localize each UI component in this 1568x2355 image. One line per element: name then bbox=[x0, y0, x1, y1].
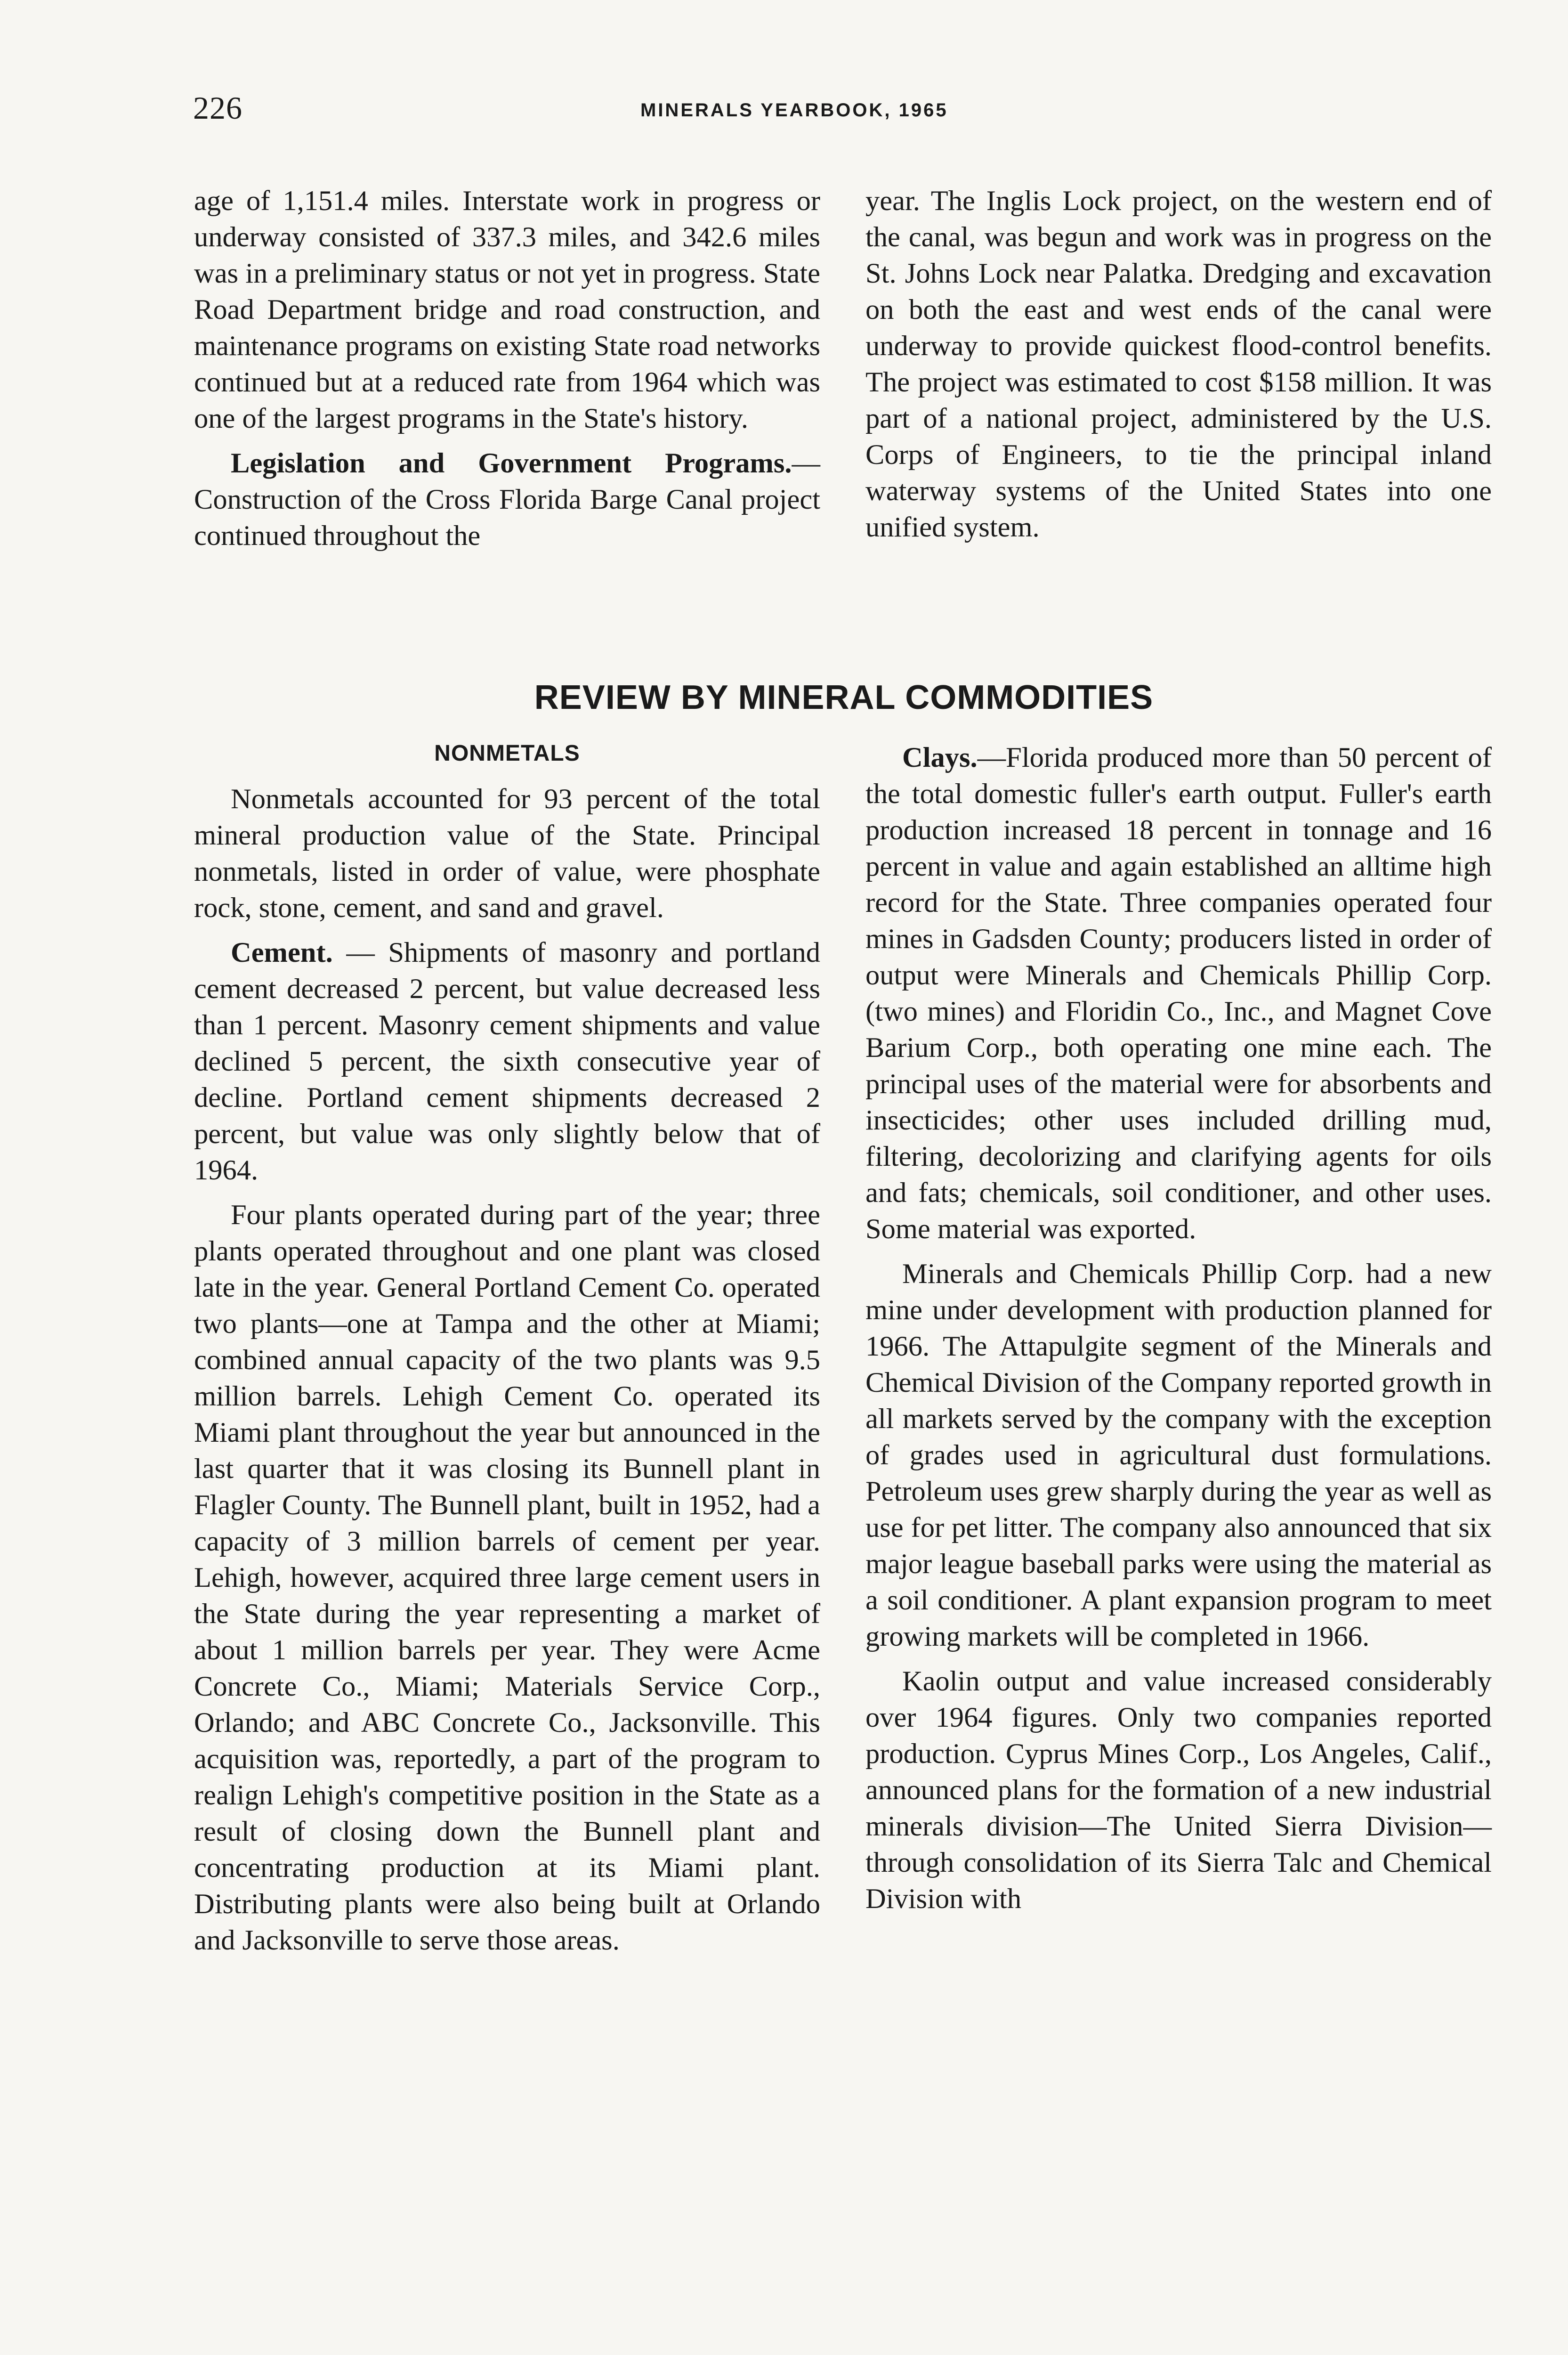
paragraph: year. The Inglis Lock project, on the western end of the canal, was begun and work was in progress on the St. Johns Lock near Palatka. Dredging and excavation on both the east and west ends of the canal were underway to provide quickest flood-control benefits. The project was estimated to cost $158 million. It was part of a national project, administered by the U.S. Corps of Engineers, to tie the principal inland waterway systems of the United States into one unified system. bbox=[865, 185, 1492, 543]
paragraph: Kaolin output and value increased considerably over 1964 figures. Only two companies reported production. Cyprus Mines Corp., Los Angeles, Calif., announced plans for the formation of a new industrial minerals division—The United Sierra Division—through consolidation of its Sierra Talc and Chemical Division with bbox=[865, 1665, 1492, 1915]
run-in-heading: Cement. bbox=[231, 937, 333, 968]
subheading: NONMETALS bbox=[434, 741, 580, 766]
paragraph bbox=[194, 934, 820, 1188]
right-column bbox=[865, 739, 1492, 1925]
left-column bbox=[194, 739, 820, 1967]
page-number: 226 bbox=[193, 90, 242, 126]
running-title: MINERALS YEARBOOK, 1965 bbox=[640, 100, 948, 121]
run-in-heading: Legislation and Government Programs. bbox=[231, 447, 792, 479]
paragraph-text: — Shipments of masonry and portland cement decreased 2 percent, but value decreased less than 1 percent. Masonry cement shipments and value declined 5 percent, the sixth consecutive year of decline. Portland cement shipments decreased 2 percent, but value was only slightly below that of 1964. bbox=[194, 937, 820, 1186]
paragraph: Nonmetals accounted for 93 percent of the total mineral production value of the State. Principal nonmetals, listed in order of value, were phosphate rock, stone, cement, and sand and gravel. bbox=[194, 783, 820, 924]
paragraph: Minerals and Chemicals Phillip Corp. had a new mine under development with production planned for 1966. The Attapulgite segment of the Minerals and Chemical Division of the Company reported growth in all markets served by the company with the exception of grades used in agricultural dust formulations. Petroleum uses grew sharply during the year as well as use for pet litter. The company also announced that six major league baseball parks were using the material as a soil conditioner. A plant expansion program to meet growing markets will be completed in 1966. bbox=[865, 1258, 1492, 1652]
paragraph bbox=[865, 739, 1492, 1247]
paragraph bbox=[194, 445, 820, 554]
page-header bbox=[193, 89, 1469, 137]
top-right-column bbox=[865, 183, 1492, 554]
run-in-heading: Clays. bbox=[902, 742, 978, 773]
top-left-column bbox=[194, 183, 820, 562]
paragraph-text: —Construction of the Cross Florida Barge Canal project continued throughout the bbox=[194, 447, 820, 552]
paragraph: Four plants operated during part of the year; three plants operated throughout and one plant was closed late in the year. General Portland Cement Co. operated two plants—one at Tampa and the other at Miami; combined annual capacity of the two plants was 9.5 million barrels. Lehigh Cement Co. operated its Miami plant throughout the year but announced in the last quarter that it was closing its Bunnell plant in Flagler County. The Bunnell plant, built in 1952, had a capacity of 3 million barrels of cement per year. Lehigh, however, acquired three large cement users in the State during the year representing a market of about 1 million barrels per year. They were Acme Concrete Co., Miami; Materials Service Corp., Orlando; and ABC Concrete Co., Jacksonville. This acquisition was, reportedly, a part of the program to realign Lehigh's competitive position in the State as a result of closing down the Bunnell plant and concentrating production at its Miami plant. Distributing plants were also being built at Orlando and Jacksonville to serve those areas. bbox=[194, 1199, 820, 1956]
paragraph: age of 1,151.4 miles. Interstate work in progress or underway consisted of 337.3 miles, and 342.6 miles was in a preliminary status or not yet in progress. State Road Department bridge and road construction, and maintenance programs on existing State road networks continued but at a reduced rate from 1964 which was one of the largest programs in the State's history. bbox=[194, 185, 820, 434]
section-title: REVIEW BY MINERAL COMMODITIES bbox=[534, 679, 1154, 716]
paragraph-text: —Florida produced more than 50 percent of the total domestic fuller's earth output. Fuller's earth production increased 18 percent in tonnage and 16 percent in value and again established an alltime high record for the State. Three companies operated four mines in Gadsden County; producers listed in order of output were Minerals and Chemicals Phillip Corp. (two mines) and Floridin Co., Inc., and Magnet Cove Barium Corp., both operating one mine each. The principal uses of the material were for absorbents and insecticides; other uses included drilling mud, filtering, decolorizing and clarifying agents for oils and fats; chemicals, soil conditioner, and other uses. Some material was exported. bbox=[865, 742, 1492, 1245]
